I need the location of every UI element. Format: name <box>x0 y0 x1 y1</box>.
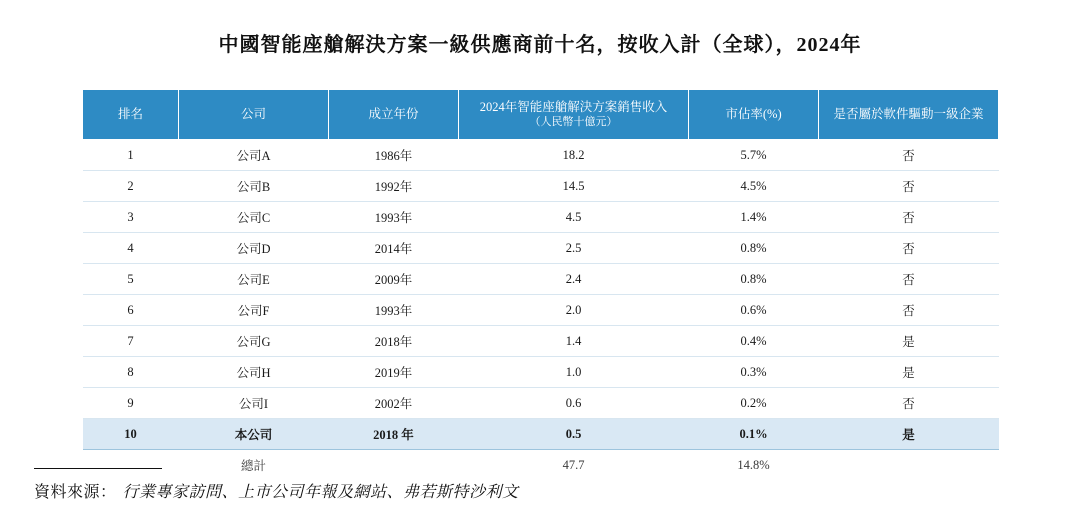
cell-software: 否 <box>819 202 999 233</box>
cell-software: 否 <box>819 233 999 264</box>
cell-share: 5.7% <box>689 140 819 171</box>
cell-revenue: 0.6 <box>459 388 689 419</box>
cell-software: 否 <box>819 140 999 171</box>
cell-rank: 1 <box>83 140 179 171</box>
cell-founded: 2018 年 <box>329 419 459 450</box>
table-header-row <box>83 90 999 140</box>
cell-revenue: 0.5 <box>459 419 689 450</box>
cell-software: 否 <box>819 264 999 295</box>
source-note <box>34 468 1044 502</box>
table-row <box>83 295 999 326</box>
cell-company: 公司A <box>179 140 329 171</box>
cell-company: 本公司 <box>179 419 329 450</box>
cell-rank: 9 <box>83 388 179 419</box>
cell-company: 公司I <box>179 388 329 419</box>
cell-company: 公司B <box>179 171 329 202</box>
column-header-revenue <box>459 90 689 140</box>
cell-revenue: 4.5 <box>459 202 689 233</box>
cell-share: 0.8% <box>689 264 819 295</box>
table-row <box>83 171 999 202</box>
cell-revenue: 1.4 <box>459 326 689 357</box>
cell-rank: 10 <box>83 419 179 450</box>
supplier-ranking-table <box>82 89 999 480</box>
cell-software: 是 <box>819 357 999 388</box>
cell-revenue: 2.4 <box>459 264 689 295</box>
cell-software: 否 <box>819 171 999 202</box>
column-header-software: 是否屬於軟件驅動一級企業 <box>819 90 999 140</box>
cell-software: 否 <box>819 388 999 419</box>
cell-share: 4.5% <box>689 171 819 202</box>
cell-founded: 2014年 <box>329 233 459 264</box>
cell-total-label: 總計 <box>179 450 329 481</box>
cell-software: 否 <box>819 295 999 326</box>
source-text-line <box>34 479 1044 502</box>
cell-founded: 1986年 <box>329 140 459 171</box>
cell-share: 0.3% <box>689 357 819 388</box>
source-body: 行業專家訪問、上市公司年報及網站、弗若斯特沙利文 <box>122 484 519 501</box>
cell-software: 是 <box>819 419 999 450</box>
cell-rank: 2 <box>83 171 179 202</box>
table-row <box>83 388 999 419</box>
cell-share: 0.1% <box>689 419 819 450</box>
cell-revenue: 2.5 <box>459 233 689 264</box>
cell-rank: 6 <box>83 295 179 326</box>
table-header <box>83 90 999 140</box>
column-header-revenue-unit: （人民幣十億元） <box>529 115 618 128</box>
source-divider <box>34 468 162 469</box>
cell-revenue: 14.5 <box>459 171 689 202</box>
cell-founded: 1992年 <box>329 171 459 202</box>
cell-total-share: 14.8% <box>689 450 819 481</box>
column-header-revenue-main: 2024年智能座艙解決方案銷售收入 <box>479 100 668 114</box>
cell-founded: 2018年 <box>329 326 459 357</box>
table-row <box>83 264 999 295</box>
page-title: 中國智能座艙解決方案一級供應商前十名，按收入計（全球），2024年 <box>218 34 862 56</box>
cell-company: 公司G <box>179 326 329 357</box>
cell-revenue: 1.0 <box>459 357 689 388</box>
table-row <box>83 233 999 264</box>
cell-founded: 2019年 <box>329 357 459 388</box>
cell-founded: 2002年 <box>329 388 459 419</box>
cell-software: 是 <box>819 326 999 357</box>
cell-share: 0.6% <box>689 295 819 326</box>
table-body <box>83 140 999 481</box>
cell-rank: 4 <box>83 233 179 264</box>
table-row <box>83 357 999 388</box>
cell-revenue: 2.0 <box>459 295 689 326</box>
cell-founded: 2009年 <box>329 264 459 295</box>
cell-company: 公司F <box>179 295 329 326</box>
cell-revenue: 18.2 <box>459 140 689 171</box>
cell-company: 公司C <box>179 202 329 233</box>
column-header-rank: 排名 <box>83 90 179 140</box>
supplier-ranking-table-container <box>82 89 998 480</box>
source-label: 資料來源： <box>34 484 117 501</box>
cell-founded: 1993年 <box>329 202 459 233</box>
cell-share: 0.8% <box>689 233 819 264</box>
cell-rank: 5 <box>83 264 179 295</box>
table-row <box>83 140 999 171</box>
table-row-highlighted <box>83 419 999 450</box>
cell-company: 公司E <box>179 264 329 295</box>
cell-total-revenue: 47.7 <box>459 450 689 481</box>
column-header-share: 市佔率(%) <box>689 90 819 140</box>
cell-rank: 3 <box>83 202 179 233</box>
cell-founded: 1993年 <box>329 295 459 326</box>
table-row <box>83 202 999 233</box>
cell-share: 1.4% <box>689 202 819 233</box>
cell-rank: 7 <box>83 326 179 357</box>
table-row <box>83 326 999 357</box>
cell-company: 公司D <box>179 233 329 264</box>
column-header-founded: 成立年份 <box>329 90 459 140</box>
cell-share: 0.4% <box>689 326 819 357</box>
cell-share: 0.2% <box>689 388 819 419</box>
cell-company: 公司H <box>179 357 329 388</box>
column-header-company: 公司 <box>179 90 329 140</box>
cell-rank: 8 <box>83 357 179 388</box>
